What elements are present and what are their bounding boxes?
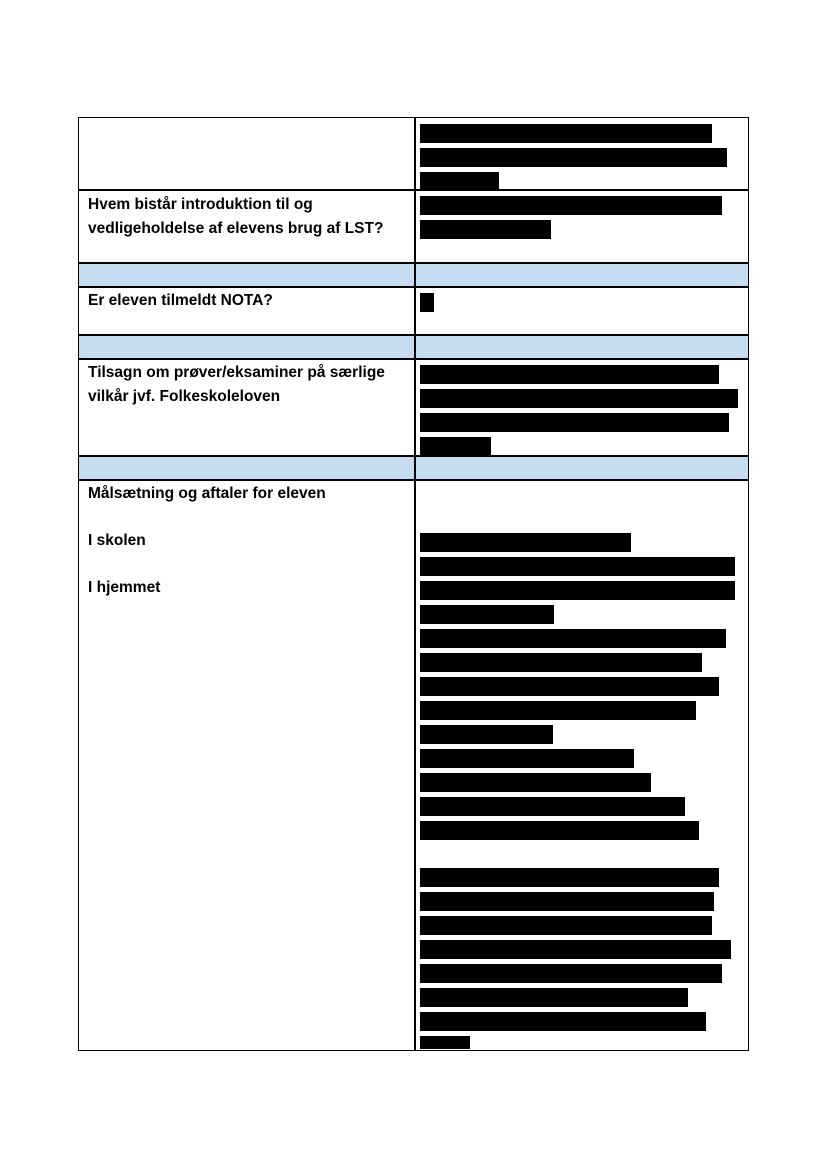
column-divider bbox=[414, 118, 416, 1050]
redaction-bar bbox=[420, 1012, 706, 1031]
redaction-bar bbox=[420, 220, 551, 239]
row-divider bbox=[79, 358, 748, 360]
redaction-bar bbox=[420, 533, 631, 552]
redaction-bar bbox=[420, 916, 712, 935]
lst-plan-table bbox=[78, 117, 749, 1051]
redaction-bar bbox=[420, 605, 554, 624]
row-divider bbox=[79, 262, 748, 264]
redaction-bar bbox=[420, 1036, 470, 1049]
redaction-bar bbox=[420, 725, 553, 744]
redaction-bar bbox=[420, 892, 714, 911]
redaction-bar bbox=[420, 293, 434, 312]
redaction-bar bbox=[420, 148, 727, 167]
redaction-bar bbox=[420, 389, 738, 408]
redaction-bar bbox=[420, 581, 735, 600]
redaction-bar bbox=[420, 749, 634, 768]
row-label-exam-conditions: Tilsagn om prøver/eksaminer på særlige vilkår jvf. Folkeskoleloven bbox=[88, 364, 385, 405]
row-divider bbox=[79, 286, 748, 288]
redaction-bar bbox=[420, 821, 699, 840]
redaction-bar bbox=[420, 773, 651, 792]
redaction-bar bbox=[420, 413, 729, 432]
row-divider bbox=[79, 189, 748, 191]
redaction-bar bbox=[420, 124, 712, 143]
sublabel-school: I skolen bbox=[88, 532, 146, 549]
redaction-bar bbox=[420, 629, 726, 648]
redaction-bar bbox=[420, 964, 722, 983]
redaction-bar bbox=[420, 653, 702, 672]
redaction-bar bbox=[420, 797, 685, 816]
redaction-bar bbox=[420, 868, 719, 887]
row-label-lst-support: Hvem bistår introduktion til og vedligeholdelse af elevens brug af LST? bbox=[88, 196, 384, 237]
redaction-bar bbox=[420, 365, 719, 384]
row-label-goals: Målsætning og aftaler for eleven bbox=[88, 485, 326, 502]
redaction-bar bbox=[420, 701, 696, 720]
sublabel-home: I hjemmet bbox=[88, 579, 161, 596]
redaction-bar bbox=[420, 940, 731, 959]
row-label-nota: Er eleven tilmeldt NOTA? bbox=[88, 292, 273, 309]
redaction-bar bbox=[420, 677, 719, 696]
row-divider bbox=[79, 334, 748, 336]
row-divider bbox=[79, 479, 748, 481]
redaction-bar bbox=[420, 437, 491, 456]
redaction-bar bbox=[420, 172, 499, 191]
redaction-bar bbox=[420, 988, 688, 1007]
redaction-bar bbox=[420, 196, 722, 215]
redaction-bar bbox=[420, 557, 735, 576]
row-divider bbox=[79, 455, 748, 457]
